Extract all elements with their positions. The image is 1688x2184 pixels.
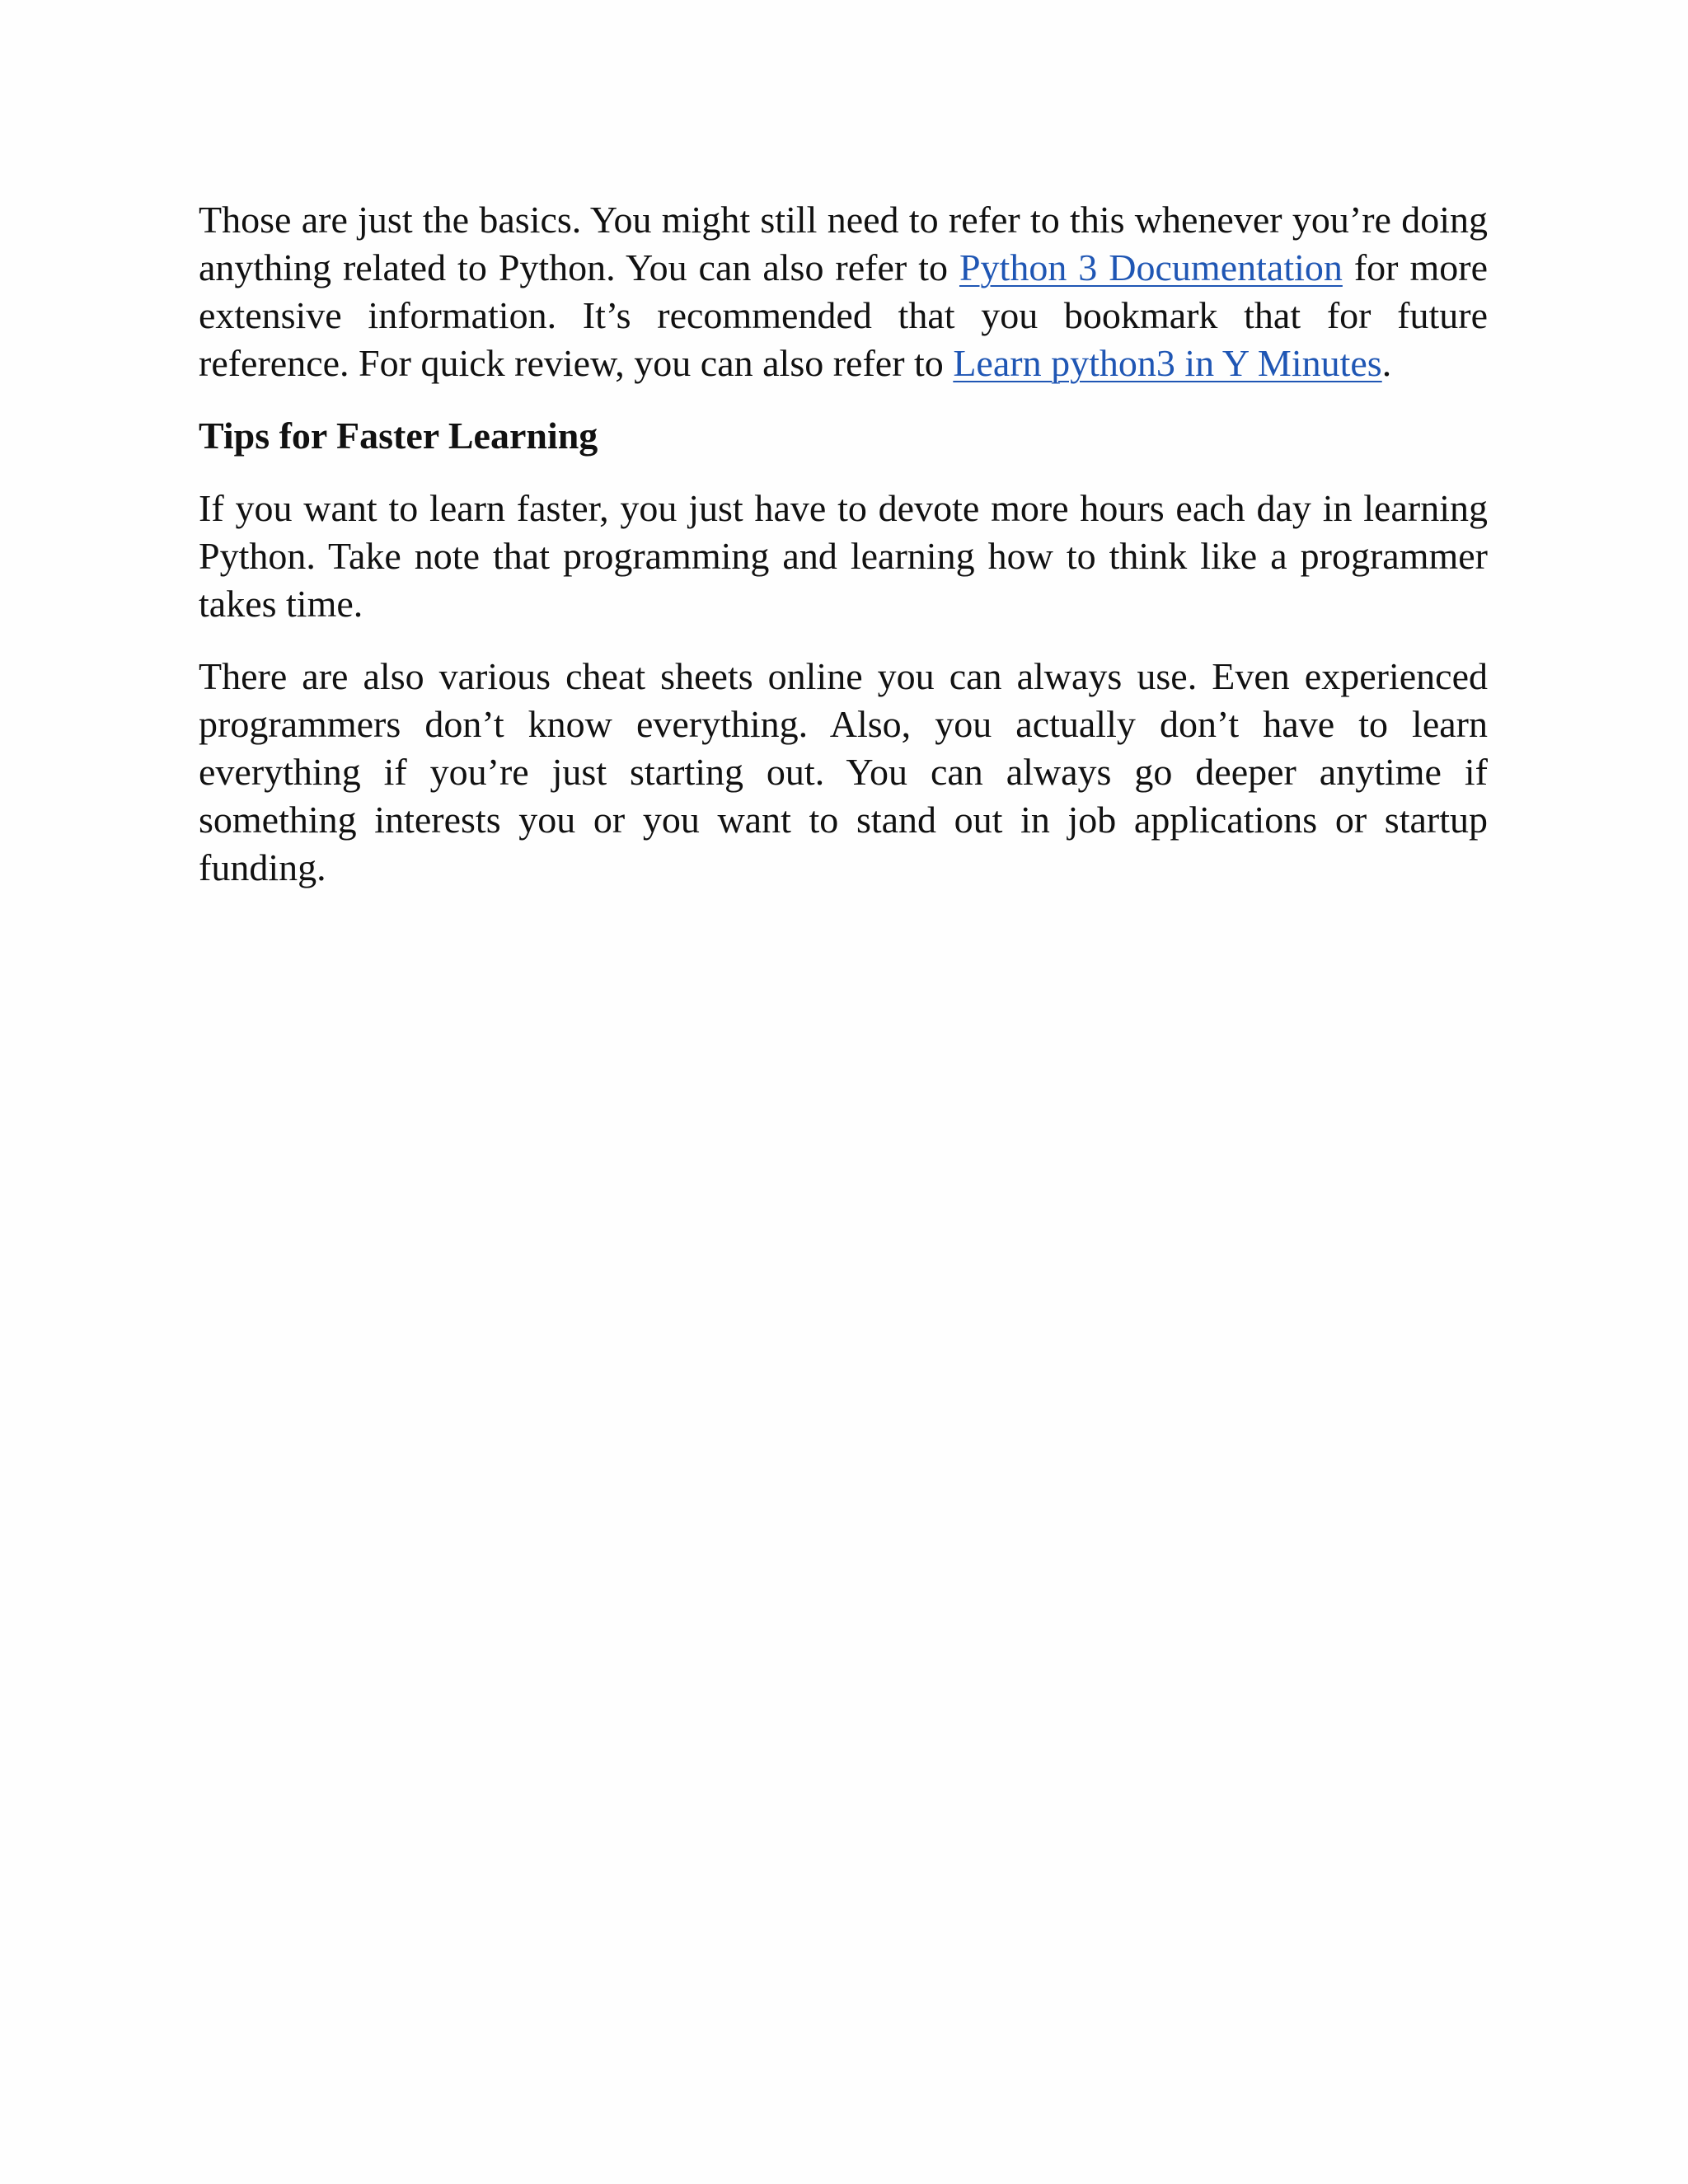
paragraph-basics <box>199 196 1488 387</box>
paragraph-cheat-sheets: There are also various cheat sheets online you can always use. Even experienced programmers don’t know everything. Also, you actually don’t have to learn everything if you’re just starting out. You can always go deeper anytime if something interests you or you want to stand out in job applications or startup funding. <box>199 655 1488 888</box>
paragraph-text: for more extensive information. It’s recommended that you bookmark that for future reference. For quick review, you can also refer to <box>199 246 1488 384</box>
python-3-documentation-link[interactable]: Python 3 Documentation <box>959 246 1343 288</box>
paragraph-learn-faster: If you want to learn faster, you just have to devote more hours each day in learning Python. Take note that programming and learning how to think like a programmer takes time. <box>199 487 1488 625</box>
paragraph-text: . <box>1381 342 1392 384</box>
paragraph-text: Those are just the basics. You might still need to refer to this whenever you’re doing anything related to Python. You can also refer to <box>199 199 1488 288</box>
document-body <box>199 196 1488 916</box>
section-heading: Tips for Faster Learning <box>199 415 598 457</box>
learn-python3-in-y-minutes-link[interactable]: Learn python3 in Y Minutes <box>953 342 1382 384</box>
